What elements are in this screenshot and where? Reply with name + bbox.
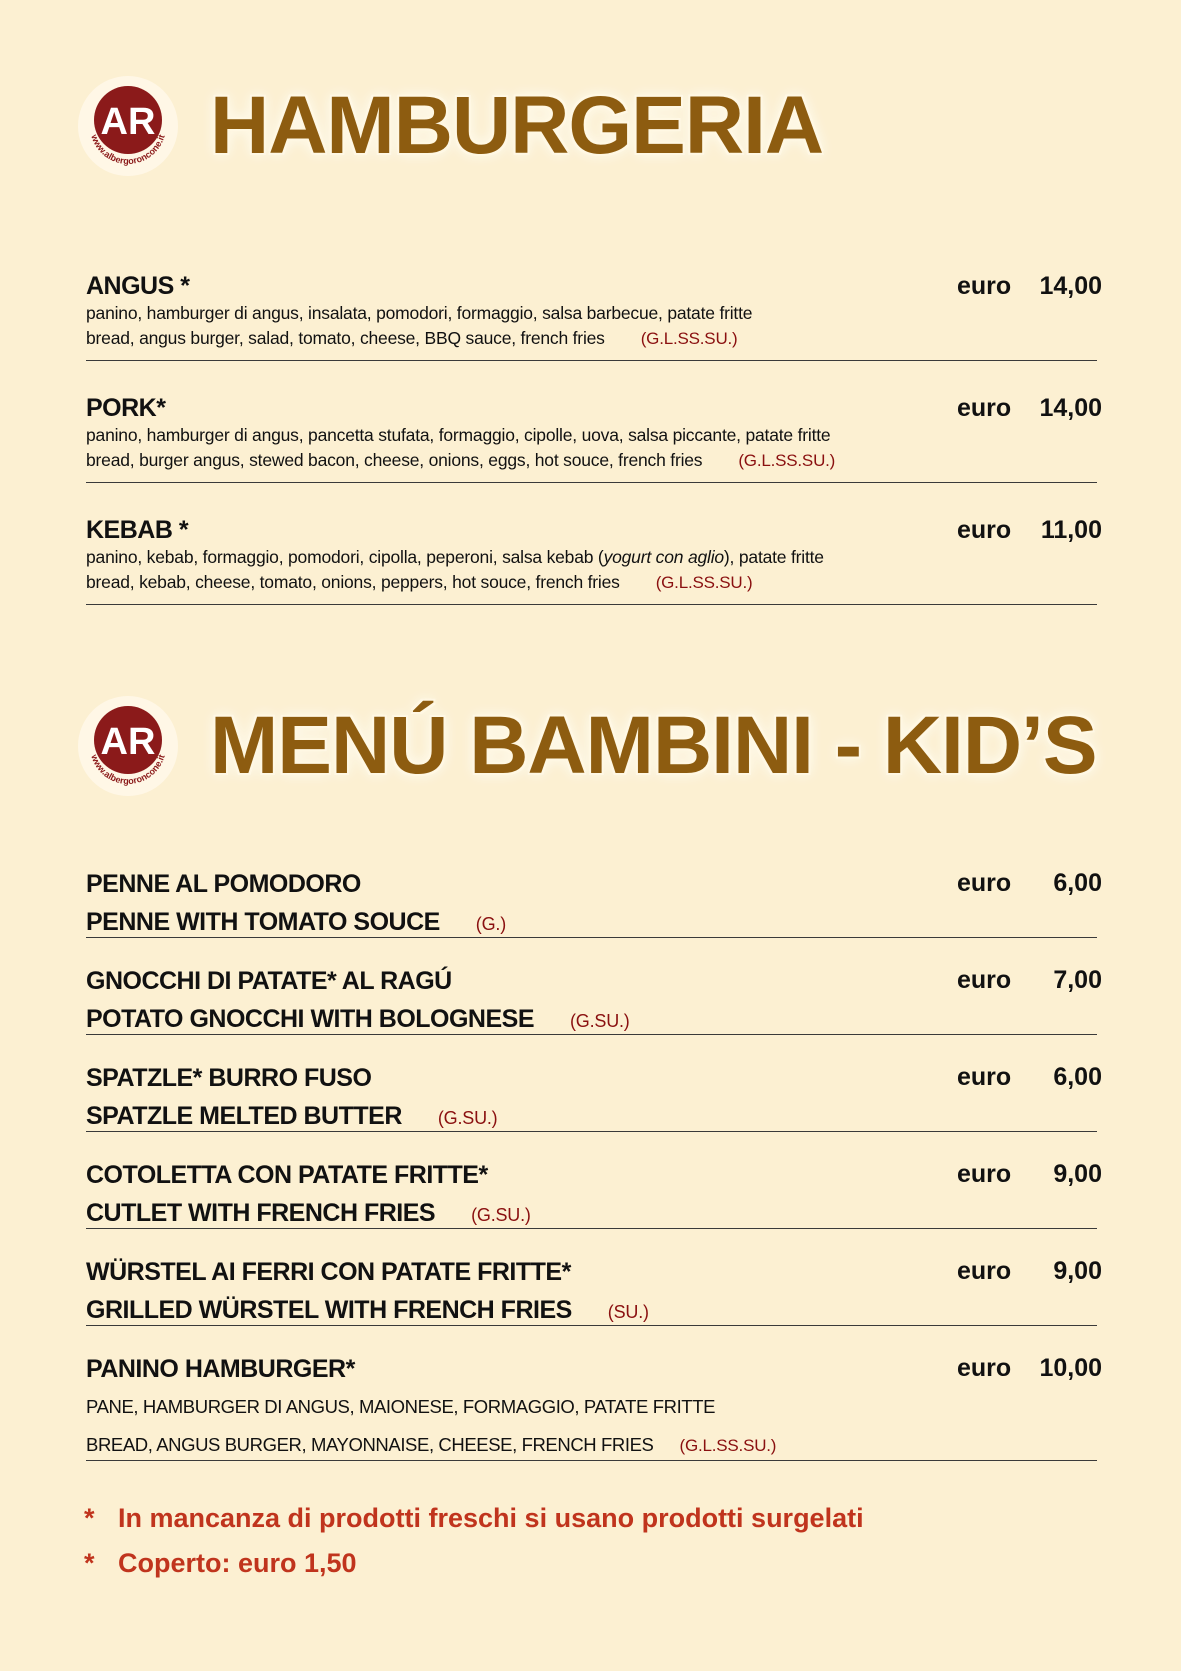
item-desc-en-text: BREAD, ANGUS BURGER, MAYONNAISE, CHEESE, FRENCH FRIES <box>86 1434 654 1455</box>
logo-url: www.albergoroncone.it <box>89 133 167 167</box>
item-desc-en <box>86 570 1097 595</box>
item-desc-en-text: bread, angus burger, salad, tomato, cheese, BBQ sauce, french fries <box>86 328 605 348</box>
allergen-codes: (G.) <box>475 914 506 934</box>
kids-item <box>86 865 1102 938</box>
item-price <box>957 1257 1102 1286</box>
item-desc-en <box>86 448 1097 473</box>
item-name: PORK* <box>86 394 166 422</box>
price-value: 11,00 <box>1040 516 1102 544</box>
item-name-en-text: PENNE WITH TOMATO SOUCE <box>86 908 440 936</box>
item-desc-it-post: ), patate fritte <box>723 547 824 567</box>
price-value: 7,00 <box>1053 966 1102 994</box>
footnote-frozen-products <box>84 1496 864 1541</box>
item-name-en <box>86 1291 1097 1331</box>
footnote-text: In mancanza di prodotti freschi si usano prodotti surgelati <box>118 1503 864 1533</box>
allergen-codes: (G.L.SS.SU.) <box>655 573 753 592</box>
item-desc-en <box>86 1426 1097 1465</box>
item-desc-it-pre: panino, kebab, formaggio, pomodori, cipolla, peperoni, salsa kebab ( <box>86 547 604 567</box>
currency-label: euro <box>957 1354 1012 1382</box>
allergen-codes: (G.SU.) <box>471 1205 531 1225</box>
logo <box>76 694 180 798</box>
item-name-en <box>86 1097 1097 1137</box>
item-desc-it <box>86 545 1097 570</box>
allergen-codes: (G.L.SS.SU.) <box>640 329 738 348</box>
item-desc-it: panino, hamburger di angus, insalata, pomodori, formaggio, salsa barbecue, patate fritte <box>86 303 753 323</box>
item-price <box>957 394 1102 423</box>
footnote-star: * <box>84 1503 95 1533</box>
footnotes <box>84 1496 864 1586</box>
item-price <box>957 1063 1102 1092</box>
item-desc-en-text: bread, burger angus, stewed bacon, cheese, onions, eggs, hot souce, french fries <box>86 450 703 470</box>
item-name: PANINO HAMBURGER* <box>86 1355 355 1383</box>
price-value: 10,00 <box>1039 1354 1102 1382</box>
price-value: 9,00 <box>1053 1160 1102 1188</box>
item-price <box>957 1160 1102 1189</box>
logo-initials: AR <box>100 721 156 763</box>
allergen-codes: (G.SU.) <box>437 1108 498 1128</box>
currency-label: euro <box>957 869 1012 897</box>
price-value: 6,00 <box>1053 1063 1102 1091</box>
item-name: ANGUS * <box>86 272 190 300</box>
kids-item <box>86 1253 1102 1326</box>
currency-label: euro <box>957 966 1012 994</box>
item-price <box>957 1354 1102 1383</box>
item-name-it: WÜRSTEL AI FERRI CON PATATE FRITTE* <box>86 1258 571 1286</box>
item-price <box>957 272 1102 301</box>
footnote-cover-charge <box>84 1541 864 1586</box>
logo-badge-icon <box>76 694 180 798</box>
footnote-text: Coperto: euro 1,50 <box>118 1548 357 1578</box>
menu-item-angus <box>86 272 1102 361</box>
item-name-it: GNOCCHI DI PATATE* AL RAGÚ <box>86 967 452 995</box>
kids-item <box>86 1156 1102 1229</box>
allergen-codes: (SU.) <box>607 1302 649 1322</box>
item-name-en <box>86 1194 1097 1234</box>
item-desc-it: panino, hamburger di angus, pancetta stufata, formaggio, cipolle, uova, salsa piccante, patate fritte <box>86 425 831 445</box>
currency-label: euro <box>957 516 1012 544</box>
allergen-codes: (G.SU.) <box>570 1011 630 1031</box>
item-name-en-text: GRILLED WÜRSTEL WITH FRENCH FRIES <box>86 1296 572 1324</box>
item-name-en <box>86 903 1097 943</box>
item-name-en-text: POTATO GNOCCHI WITH BOLOGNESE <box>86 1005 534 1033</box>
section-title-kids: MENÚ BAMBINI - KID’S <box>210 700 1097 791</box>
item-price <box>957 966 1102 995</box>
currency-label: euro <box>957 272 1012 300</box>
currency-label: euro <box>957 1160 1012 1188</box>
price-value: 9,00 <box>1053 1257 1102 1285</box>
menu-item-kebab <box>86 516 1102 605</box>
kids-item-panino-hamburger <box>86 1350 1102 1461</box>
item-name-it: SPATZLE* BURRO FUSO <box>86 1064 372 1092</box>
item-desc-it: PANE, HAMBURGER DI ANGUS, MAIONESE, FORMAGGIO, PATATE FRITTE <box>86 1396 716 1417</box>
logo-badge-icon <box>76 74 180 178</box>
kids-item <box>86 1059 1102 1132</box>
item-name-en-text: SPATZLE MELTED BUTTER <box>86 1102 402 1130</box>
item-desc-en <box>86 326 1097 351</box>
item-name-it: COTOLETTA CON PATATE FRITTE* <box>86 1161 488 1189</box>
currency-label: euro <box>957 394 1012 422</box>
allergen-codes: (G.L.SS.SU.) <box>679 1436 777 1455</box>
currency-label: euro <box>957 1063 1012 1091</box>
hamburgeria-header <box>76 74 823 178</box>
logo <box>76 74 180 178</box>
currency-label: euro <box>957 1257 1012 1285</box>
item-name: KEBAB * <box>86 516 189 544</box>
price-value: 14,00 <box>1039 272 1102 300</box>
section-title-hamburgeria: HAMBURGERIA <box>210 80 824 171</box>
price-value: 14,00 <box>1039 394 1102 422</box>
item-name-it: PENNE AL POMODORO <box>86 870 361 898</box>
item-name-en <box>86 1000 1097 1040</box>
footnote-star: * <box>84 1548 95 1578</box>
kids-header <box>76 694 1097 798</box>
kids-item <box>86 962 1102 1035</box>
item-desc-en-text: bread, kebab, cheese, tomato, onions, peppers, hot souce, french fries <box>86 572 620 592</box>
logo-initials: AR <box>100 101 156 143</box>
menu-item-pork <box>86 394 1102 483</box>
item-price <box>957 516 1102 545</box>
item-name-en-text: CUTLET WITH FRENCH FRIES <box>86 1199 436 1227</box>
item-price <box>957 869 1102 898</box>
allergen-codes: (G.L.SS.SU.) <box>738 451 836 470</box>
price-value: 6,00 <box>1053 869 1102 897</box>
item-desc-it-italic: yogurt con aglio <box>603 547 724 567</box>
logo-url: www.albergoroncone.it <box>89 753 167 787</box>
